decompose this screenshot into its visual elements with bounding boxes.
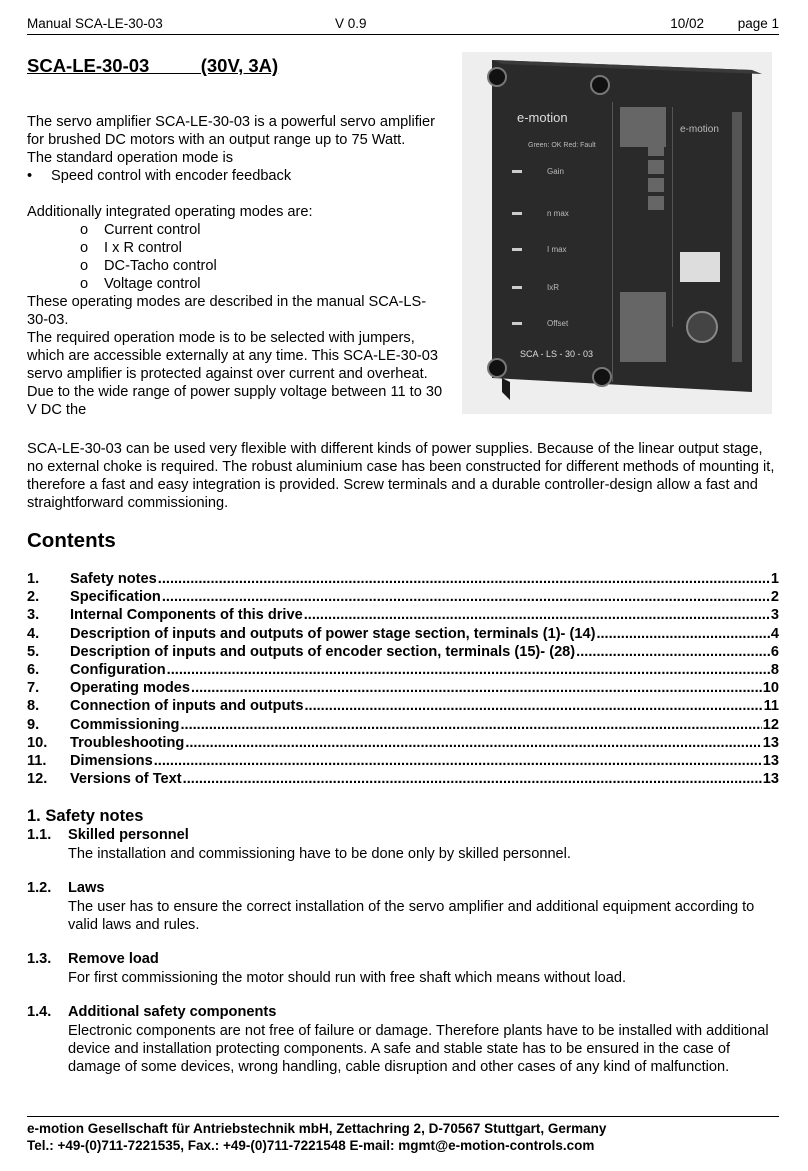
footer-contact: Tel.: +49-(0)711-7221535, Fax.: +49-(0)711-7221548 E-mail: mgmt@e-motion-controls.com [27,1138,595,1153]
toc-entry[interactable]: 12. Versions of Text ..... 13 [27,771,779,789]
toc-entry[interactable]: 9. Commissioning ..... 12 [27,717,779,735]
toc-page: 4 [770,625,779,642]
mode-item: o I x R control [27,239,443,257]
toc-entry[interactable]: 5. Description of inputs and outputs of encoder section, terminals (15)- (28) ..... 6 [27,644,779,662]
subsection-heading: 1.4. Additional safety components [27,1004,277,1020]
device-photo [462,52,772,414]
toc-page: 3 [770,607,779,624]
toc-entry[interactable]: 8. Connection of inputs and outputs ..... 11 [27,698,779,716]
page-footer [27,1120,606,1154]
knob-label: I max [547,245,567,254]
toc-title: Description of inputs and outputs of encoder section, terminals (15)- (28) [70,643,576,660]
knob-label: Offset [547,319,569,328]
device-brand-2: e-motion [680,124,719,135]
header-version: V 0.9 [335,16,367,31]
footer-rule [27,1116,779,1117]
toc-page: 13 [762,752,779,769]
header-rule [27,34,779,35]
safety-notes-section [27,807,779,1076]
subsection-heading: 1.1. Skilled personnel [27,827,189,843]
toc-page: 1 [770,571,779,587]
toc-page: 6 [770,643,779,660]
toc-title: Troubleshooting [70,734,185,751]
toc-title: Description of inputs and outputs of power stage section, terminals (1)- (14) [70,625,596,642]
contents-title: Contents [27,529,116,552]
toc-title: Configuration [70,661,166,678]
toc-page: 13 [762,734,779,751]
intro-bullet: • Speed control with encoder feedback [27,167,443,185]
toc-title: Safety notes [70,571,157,587]
intro-p5: The required operation mode is to be selected with jumpers, which are accessible externally at any time. This SCA-LE-30-03 servo amplifier is protected against over current and overheat. Due to the wide range of power supply voltage between 11 to 30 V DC the [27,330,443,418]
knob-label: IxR [547,283,559,292]
toc-entry[interactable]: 4. Description of inputs and outputs of power stage section, terminals (1)- (14) ..... 4 [27,626,779,644]
toc-entry[interactable]: 10. Troubleshooting ..... 13 [27,735,779,753]
toc-page: 11 [763,698,779,715]
intro-p1: The servo amplifier SCA-LE-30-03 is a powerful servo amplifier for brushed DC motors with an output range up to 75 Watt. [27,114,435,148]
toc-entry[interactable]: 3. Internal Components of this drive ..... 3 [27,607,779,625]
subsection-text: Electronic components are not free of failure or damage. Therefore plants have to be installed with additional device and installation protecting components. A safe and stable state has to be ensured in the case of damage of some devices, wrong handling, cable disruption and other cases of any kind of malfunction. [68,1023,769,1075]
toc-page: 10 [762,680,779,697]
toc-entry[interactable]: 11. Dimensions ..... 13 [27,753,779,771]
toc-entry[interactable]: 1. Safety notes ..... 1 [27,571,779,589]
toc-title: Commissioning [70,716,180,733]
toc-page: 13 [762,771,779,788]
mode-item: o Voltage control [27,275,443,293]
device-brand: e-motion [517,110,568,125]
mode-item: o DC-Tacho control [27,257,443,275]
intro-p4: These operating modes are described in the manual SCA-LS-30-03. [27,294,427,328]
toc-title: Dimensions [70,752,153,769]
toc-entry[interactable]: 6. Configuration ..... 8 [27,662,779,680]
intro-p6: SCA-LE-30-03 can be used very flexible with different kinds of power supplies. Because of the linear output stage, no external choke is required. The robust aluminium case has been constructed for different methods of mounting it, therefore a fast and easy integration is provided. Screw terminals and a durable controller-design allow a fast and straightforward commissioning. [27,441,775,511]
subsection-text: The user has to ensure the correct installation of the servo amplifier and additional equipment according to valid laws and rules. [68,899,755,933]
device-model: SCA - LS - 30 - 03 [520,349,594,359]
header-page: page 1 [737,16,779,31]
footer-address: e-motion Gesellschaft für Antriebstechnik mbH, Zettachring 2, D-70567 Stuttgart, Germany [27,1121,607,1136]
servo-amplifier-image [462,52,772,414]
knob-label: Gain [547,167,564,176]
page-title: SCA-LE-30-03 (30V, 3A) [27,55,279,76]
device-status-label: Green: OK Red: Fault [528,142,596,149]
toc-page: 2 [770,589,779,606]
section-heading: 1. Safety notes [27,807,144,825]
header-date: 10/02 [670,16,704,31]
toc-page: 8 [770,661,779,678]
subsection-heading: 1.2. Laws [27,880,105,896]
toc-title: Specification [70,589,161,606]
knob-label: n max [547,209,569,218]
toc-title: Connection of inputs and outputs [70,698,304,715]
toc-title: Versions of Text [70,771,182,788]
intro-text [27,113,443,419]
toc-page: 12 [762,716,779,733]
toc-entry[interactable]: 2. Specification ..... 2 [27,589,779,607]
subsection-heading: 1.3. Remove load [27,951,159,967]
subsection-text: For first commissioning the motor should run with free shaft which means without load. [68,970,627,986]
intro-p3: Additionally integrated operating modes are: [27,204,313,220]
mode-item: o Current control [27,221,443,239]
subsection-text: The installation and commissioning have to be done only by skilled personnel. [68,846,571,862]
toc-title: Internal Components of this drive [70,607,303,624]
toc-entry[interactable]: 7. Operating modes ..... 10 [27,680,779,698]
page-header [27,16,779,34]
toc-title: Operating modes [70,680,191,697]
table-of-contents [27,571,779,789]
intro-p2: The standard operation mode is [27,150,234,166]
header-doc-name: Manual SCA-LE-30-03 [27,16,163,31]
